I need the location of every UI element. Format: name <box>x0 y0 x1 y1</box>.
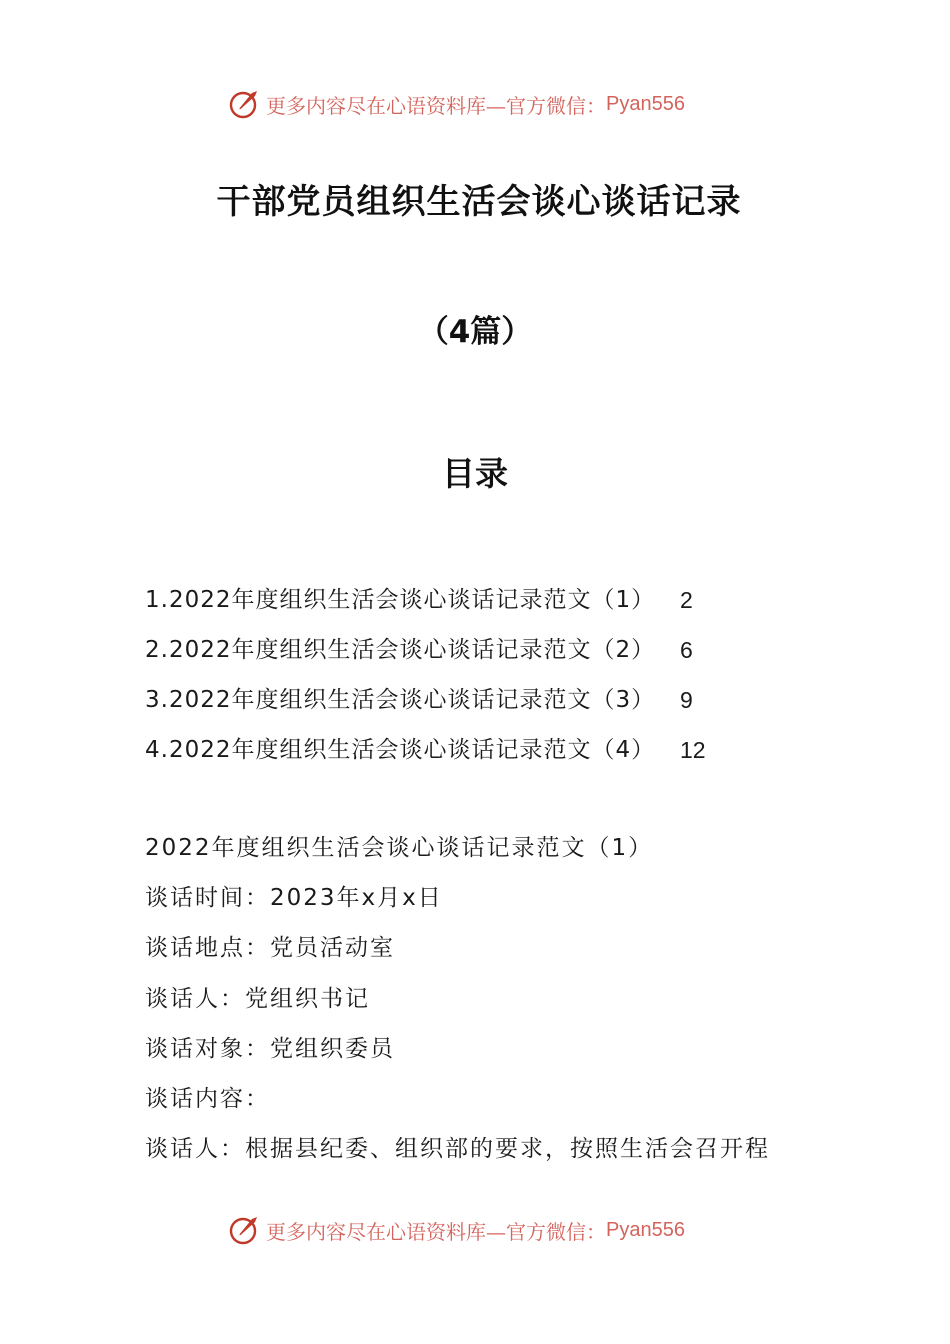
toc-entry-page: 2 <box>680 587 693 613</box>
body-line-location: 谈话地点：党员活动室 <box>145 935 395 962</box>
body-line-target: 谈话对象：党组织委员 <box>145 1035 395 1062</box>
body-line-content-label: 谈话内容： <box>145 1085 270 1112</box>
toc-entry[interactable] <box>145 582 706 632</box>
toc-entry-title: 4.2022年度组织生活会谈心谈话记录范文（4） <box>145 737 656 763</box>
document-title: 干部党员组织生活会谈心谈话记录 <box>216 182 742 222</box>
toc-entry-page: 12 <box>680 737 706 763</box>
toc-entry[interactable] <box>145 732 706 782</box>
toc-entry-title: 3.2022年度组织生活会谈心谈话记录范文（3） <box>145 687 656 713</box>
toc-entry-title: 2.2022年度组织生活会谈心谈话记录范文（2） <box>145 637 656 663</box>
watermark-text: 更多内容尽在心语资料库—官方微信： <box>266 1219 606 1244</box>
section-heading: 2022年度组织生活会谈心谈话记录范文（1） <box>145 835 654 861</box>
toc-entry-page: 9 <box>680 687 693 713</box>
watermark-wechat-id: Pyan556 <box>606 1218 685 1241</box>
pen-circle-logo-icon <box>228 1213 262 1247</box>
toc-entry[interactable] <box>145 632 706 682</box>
pen-circle-logo-icon <box>228 87 262 121</box>
body-line-speaker: 谈话人：党组织书记 <box>145 985 370 1012</box>
body-line-time: 谈话时间：2023年x月x日 <box>145 885 443 912</box>
watermark-footer <box>228 1212 685 1248</box>
table-of-contents <box>145 582 706 782</box>
watermark-text: 更多内容尽在心语资料库—官方微信： <box>266 93 606 118</box>
body-line-paragraph: 谈话人：根据县纪委、组织部的要求，按照生活会召开程 <box>145 1136 770 1163</box>
watermark-wechat-id: Pyan556 <box>606 92 685 115</box>
toc-entry-page: 6 <box>680 637 693 663</box>
toc-entry[interactable] <box>145 682 706 732</box>
article-count: （4篇） <box>417 314 533 350</box>
toc-entry-title: 1.2022年度组织生活会谈心谈话记录范文（1） <box>145 587 656 613</box>
toc-heading: 目录 <box>442 454 508 493</box>
document-body <box>145 830 770 1181</box>
watermark-header <box>228 86 685 122</box>
